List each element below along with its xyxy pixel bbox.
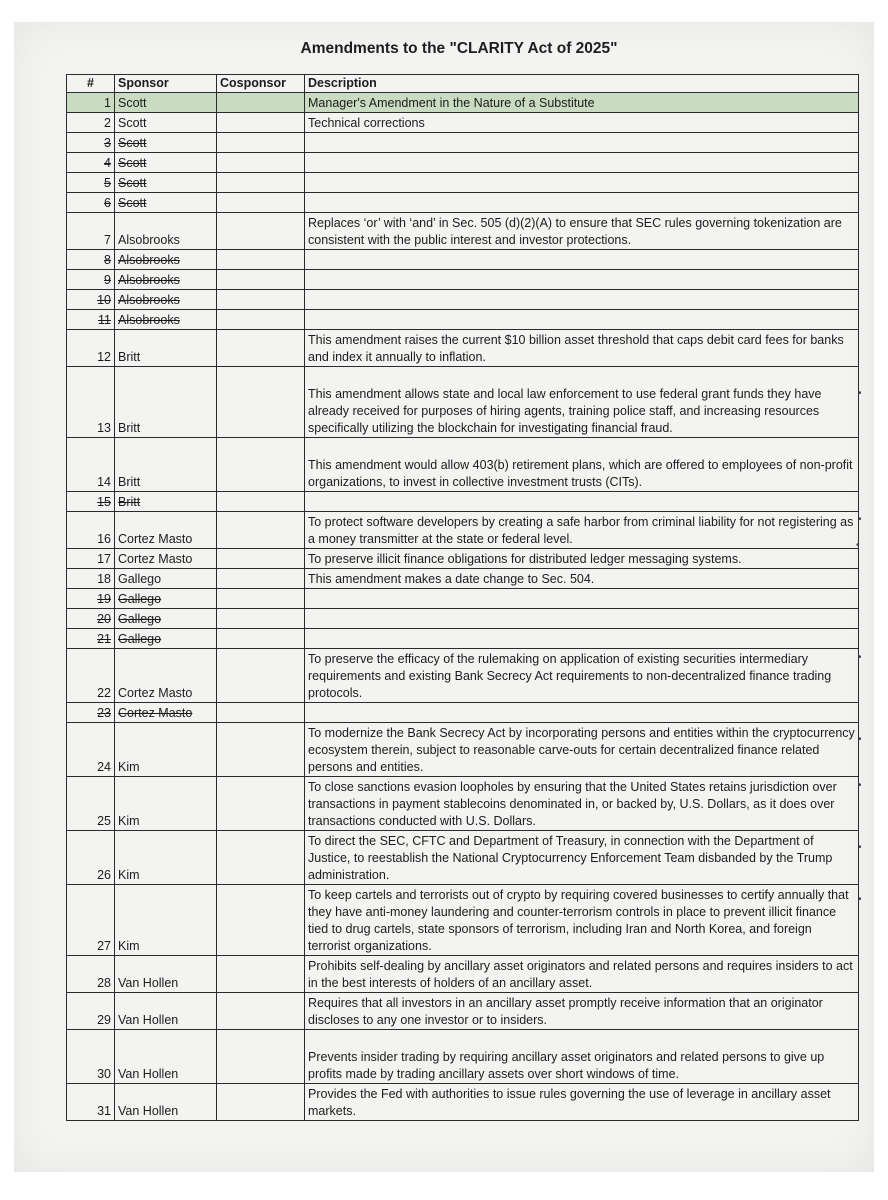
column-header-number: # — [67, 75, 115, 93]
sponsor-name: Britt — [118, 495, 141, 509]
description-cell — [305, 193, 859, 213]
sponsor-cell — [115, 173, 217, 193]
row-number: 1 — [67, 93, 115, 113]
row-number: 9 — [67, 270, 115, 290]
margin-mark: • — [858, 842, 862, 853]
cosponsor-cell — [217, 438, 305, 492]
table-row — [67, 113, 859, 133]
description-cell: This amendment would allow 403(b) retirement plans, which are offered to employees of non-profit organizations, to invest in collective investment trusts (CITs). — [305, 438, 859, 492]
row-number: 3 — [67, 133, 115, 153]
sponsor-name: Van Hollen — [118, 1013, 179, 1027]
cosponsor-cell — [217, 1030, 305, 1084]
sponsor-name: Kim — [118, 939, 140, 953]
description-cell: To direct the SEC, CFTC and Department of Treasury, in connection with the Department of Justice, to reestablish the National Cryptocurrency Enforcement Team disbanded by the Trump administration. — [305, 831, 859, 885]
sponsor-cell — [115, 831, 217, 885]
cosponsor-cell — [217, 993, 305, 1030]
description-cell: Prevents insider trading by requiring ancillary asset originators and related persons to give up profits made by trading ancillary assets over short windows of time. — [305, 1030, 859, 1084]
table-row — [67, 250, 859, 270]
sponsor-name: Alsobrooks — [118, 233, 180, 247]
row-number: 28 — [67, 956, 115, 993]
description-cell — [305, 703, 859, 723]
cosponsor-cell — [217, 609, 305, 629]
sponsor-name: Gallego — [118, 592, 162, 606]
table-row — [67, 956, 859, 993]
description-cell — [305, 629, 859, 649]
table-row — [67, 153, 859, 173]
cosponsor-cell — [217, 885, 305, 956]
sponsor-name: Van Hollen — [118, 976, 179, 990]
table-row — [67, 133, 859, 153]
sponsor-cell — [115, 549, 217, 569]
sponsor-name: Alsobrooks — [118, 273, 180, 287]
cosponsor-cell — [217, 629, 305, 649]
table-row — [67, 703, 859, 723]
table-row — [67, 93, 859, 113]
table-row — [67, 993, 859, 1030]
sponsor-name: Scott — [118, 196, 147, 210]
cosponsor-cell — [217, 270, 305, 290]
cosponsor-cell — [217, 569, 305, 589]
table-row — [67, 367, 859, 438]
row-number: 12 — [67, 330, 115, 367]
cosponsor-cell — [217, 173, 305, 193]
row-number: 17 — [67, 549, 115, 569]
cosponsor-cell — [217, 831, 305, 885]
description-cell: To keep cartels and terrorists out of crypto by requiring covered businesses to certify annually that they have anti-money laundering and counter-terrorism controls in place to prevent illicit finance tied to drug cartels, state sponsors of terrorism, including Iran and North Korea, and foreign terrorist organizations. — [305, 885, 859, 956]
row-number: 4 — [67, 153, 115, 173]
description-cell: Provides the Fed with authorities to issue rules governing the use of leverage in ancillary asset markets. — [305, 1084, 859, 1121]
cosponsor-cell — [217, 153, 305, 173]
sponsor-name: Gallego — [118, 572, 162, 586]
sponsor-cell — [115, 629, 217, 649]
table-row — [67, 173, 859, 193]
sponsor-cell — [115, 993, 217, 1030]
row-number: 22 — [67, 649, 115, 703]
sponsor-cell — [115, 213, 217, 250]
row-number: 5 — [67, 173, 115, 193]
sponsor-cell — [115, 609, 217, 629]
sponsor-name: Britt — [118, 350, 141, 364]
description-cell — [305, 270, 859, 290]
row-number: 29 — [67, 993, 115, 1030]
column-header-sponsor: Sponsor — [115, 75, 217, 93]
sponsor-cell — [115, 569, 217, 589]
row-number: 2 — [67, 113, 115, 133]
table-row — [67, 723, 859, 777]
margin-mark: • — [858, 652, 862, 663]
table-row — [67, 270, 859, 290]
cosponsor-cell — [217, 649, 305, 703]
cosponsor-cell — [217, 250, 305, 270]
row-number: 14 — [67, 438, 115, 492]
description-cell — [305, 133, 859, 153]
sponsor-cell — [115, 310, 217, 330]
sponsor-cell — [115, 956, 217, 993]
table-row — [67, 569, 859, 589]
cosponsor-cell — [217, 589, 305, 609]
sponsor-name: Alsobrooks — [118, 253, 180, 267]
sponsor-cell — [115, 885, 217, 956]
table-row — [67, 1030, 859, 1084]
sponsor-name: Kim — [118, 868, 140, 882]
document-title: Amendments to the "CLARITY Act of 2025" — [300, 40, 618, 57]
row-number: 21 — [67, 629, 115, 649]
sponsor-name: Scott — [118, 176, 147, 190]
margin-mark: • — [856, 540, 860, 551]
table-row — [67, 777, 859, 831]
sponsor-cell — [115, 777, 217, 831]
table-row — [67, 629, 859, 649]
column-header-cosponsor: Cosponsor — [217, 75, 305, 93]
sponsor-cell — [115, 492, 217, 512]
cosponsor-cell — [217, 703, 305, 723]
cosponsor-cell — [217, 330, 305, 367]
description-cell: Manager's Amendment in the Nature of a Substitute — [305, 93, 859, 113]
sponsor-name: Alsobrooks — [118, 293, 180, 307]
row-number: 18 — [67, 569, 115, 589]
sponsor-name: Kim — [118, 760, 140, 774]
sponsor-name: Van Hollen — [118, 1067, 179, 1081]
row-number: 16 — [67, 512, 115, 549]
sponsor-name: Cortez Masto — [118, 686, 193, 700]
description-cell — [305, 153, 859, 173]
sponsor-name: Scott — [118, 96, 147, 110]
sponsor-cell — [115, 270, 217, 290]
row-number: 24 — [67, 723, 115, 777]
row-number: 23 — [67, 703, 115, 723]
table-row — [67, 512, 859, 549]
row-number: 10 — [67, 290, 115, 310]
table-row — [67, 193, 859, 213]
row-number: 31 — [67, 1084, 115, 1121]
description-cell: To preserve illicit finance obligations for distributed ledger messaging systems. — [305, 549, 859, 569]
margin-mark: • — [858, 894, 862, 905]
sponsor-name: Gallego — [118, 632, 162, 646]
description-cell: This amendment allows state and local law enforcement to use federal grant funds they have already received for purposes of hiring agents, training police staff, and increasing resources specifically utilizing the blockchain for investigating financial fraud. — [305, 367, 859, 438]
sponsor-cell — [115, 512, 217, 549]
cosponsor-cell — [217, 290, 305, 310]
row-number: 30 — [67, 1030, 115, 1084]
margin-mark: • — [858, 388, 862, 399]
sponsor-name: Scott — [118, 136, 147, 150]
sponsor-name: Kim — [118, 814, 140, 828]
table-row — [67, 589, 859, 609]
cosponsor-cell — [217, 723, 305, 777]
sponsor-cell — [115, 1030, 217, 1084]
sponsor-name: Cortez Masto — [118, 532, 193, 546]
cosponsor-cell — [217, 93, 305, 113]
cosponsor-cell — [217, 193, 305, 213]
margin-mark: • — [858, 780, 862, 791]
sponsor-cell — [115, 589, 217, 609]
sponsor-cell — [115, 93, 217, 113]
row-number: 13 — [67, 367, 115, 438]
sponsor-name: Alsobrooks — [118, 313, 180, 327]
cosponsor-cell — [217, 113, 305, 133]
table-row — [67, 609, 859, 629]
sponsor-cell — [115, 133, 217, 153]
sponsor-cell — [115, 1084, 217, 1121]
description-cell — [305, 250, 859, 270]
row-number: 26 — [67, 831, 115, 885]
cosponsor-cell — [217, 213, 305, 250]
cosponsor-cell — [217, 956, 305, 993]
header-row — [67, 75, 859, 93]
table-row — [67, 1084, 859, 1121]
sponsor-cell — [115, 330, 217, 367]
cosponsor-cell — [217, 310, 305, 330]
sponsor-name: Cortez Masto — [118, 552, 193, 566]
amendments-table — [66, 74, 859, 1121]
description-cell: To close sanctions evasion loopholes by ensuring that the United States retains jurisdiction over transactions in payment stablecoins denominated in, or backed by, U.S. Dollars, as it does over transactions conducted with U.S. Dollars. — [305, 777, 859, 831]
table-row — [67, 290, 859, 310]
cosponsor-cell — [217, 1084, 305, 1121]
description-cell: Requires that all investors in an ancillary asset promptly receive information that an originator discloses to any one investor or to insiders. — [305, 993, 859, 1030]
cosponsor-cell — [217, 777, 305, 831]
description-cell: To preserve the efficacy of the rulemaking on application of existing securities intermediary requirements and existing Bank Secrecy Act requirements to non-decentralized finance trading protocols. — [305, 649, 859, 703]
table-row — [67, 438, 859, 492]
table-row — [67, 330, 859, 367]
row-number: 11 — [67, 310, 115, 330]
row-number: 8 — [67, 250, 115, 270]
table-row — [67, 649, 859, 703]
sponsor-cell — [115, 438, 217, 492]
sponsor-name: Scott — [118, 156, 147, 170]
cosponsor-cell — [217, 367, 305, 438]
sponsor-name: Gallego — [118, 612, 162, 626]
sponsor-name: Cortez Masto — [118, 706, 193, 720]
margin-mark: • — [858, 514, 862, 525]
description-cell: Technical corrections — [305, 113, 859, 133]
sponsor-name: Van Hollen — [118, 1104, 179, 1118]
column-header-description: Description — [305, 75, 859, 93]
sponsor-cell — [115, 703, 217, 723]
cosponsor-cell — [217, 512, 305, 549]
row-number: 20 — [67, 609, 115, 629]
table-row — [67, 213, 859, 250]
description-cell — [305, 310, 859, 330]
sponsor-cell — [115, 113, 217, 133]
sponsor-name: Scott — [118, 116, 147, 130]
margin-mark: • — [858, 734, 862, 745]
sponsor-name: Britt — [118, 421, 141, 435]
sponsor-cell — [115, 250, 217, 270]
description-cell — [305, 173, 859, 193]
cosponsor-cell — [217, 549, 305, 569]
table-row — [67, 885, 859, 956]
description-cell — [305, 290, 859, 310]
table-row — [67, 492, 859, 512]
description-cell: This amendment raises the current $10 billion asset threshold that caps debit card fees for banks and index it annually to inflation. — [305, 330, 859, 367]
description-cell — [305, 589, 859, 609]
description-cell — [305, 609, 859, 629]
sponsor-cell — [115, 649, 217, 703]
sponsor-cell — [115, 723, 217, 777]
table-body — [67, 93, 859, 1121]
description-cell: This amendment makes a date change to Sec. 504. — [305, 569, 859, 589]
sponsor-cell — [115, 290, 217, 310]
table-row — [67, 549, 859, 569]
row-number: 27 — [67, 885, 115, 956]
table-row — [67, 310, 859, 330]
cosponsor-cell — [217, 133, 305, 153]
description-cell: To modernize the Bank Secrecy Act by incorporating persons and entities within the cryptocurrency ecosystem therein, subject to reasonable carve-outs for certain decentralized finance related persons and entities. — [305, 723, 859, 777]
description-cell: To protect software developers by creating a safe harbor from criminal liability for not registering as a money transmitter at the state or federal level. — [305, 512, 859, 549]
row-number: 6 — [67, 193, 115, 213]
row-number: 15 — [67, 492, 115, 512]
sponsor-name: Britt — [118, 475, 141, 489]
row-number: 7 — [67, 213, 115, 250]
description-cell: Prohibits self-dealing by ancillary asset originators and related persons and requires insiders to act in the best interests of holders of an ancillary asset. — [305, 956, 859, 993]
description-cell — [305, 492, 859, 512]
description-cell: Replaces ‘or’ with ‘and’ in Sec. 505 (d)(2)(A) to ensure that SEC rules governing tokenization are consistent with the public interest and investor protections. — [305, 213, 859, 250]
row-number: 25 — [67, 777, 115, 831]
sponsor-cell — [115, 193, 217, 213]
table-row — [67, 831, 859, 885]
sponsor-cell — [115, 153, 217, 173]
cosponsor-cell — [217, 492, 305, 512]
row-number: 19 — [67, 589, 115, 609]
sponsor-cell — [115, 367, 217, 438]
